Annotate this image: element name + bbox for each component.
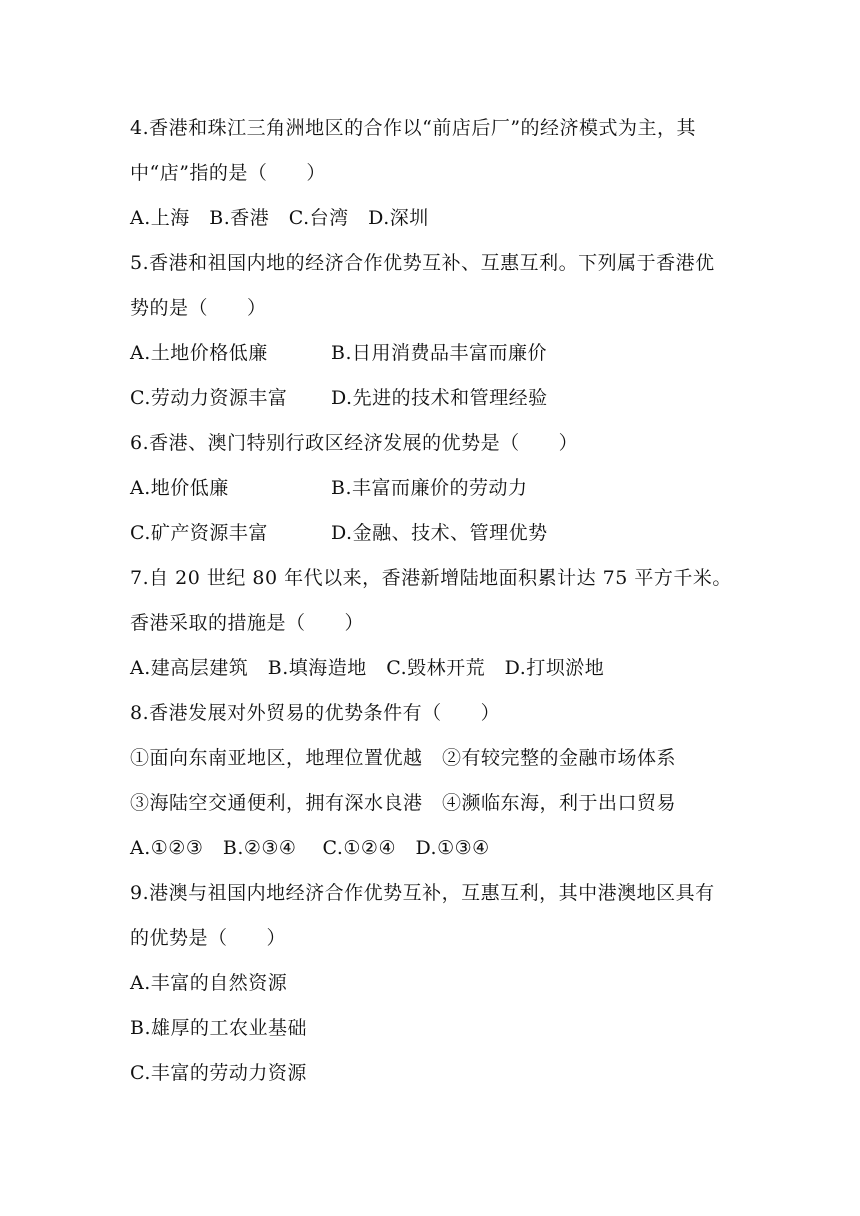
q8-options: A.①②③ B.②③④ C.①②④ D.①③④ xyxy=(130,837,490,859)
q5-option-b: B.日用消费品丰富而廉价 xyxy=(331,342,548,364)
q4-stem-line-1: 4.香港和珠江三角洲地区的合作以“前店后厂”的经济模式为主，其 xyxy=(130,117,697,139)
q8-stem-line-3: ③海陆空交通便利，拥有深水良港 ④濒临东海，利于出口贸易 xyxy=(130,792,677,814)
q6-option-c: C.矿产资源丰富 xyxy=(130,522,268,544)
q6-option-b: B.丰富而廉价的劳动力 xyxy=(331,477,528,499)
q5-stem-line-1: 5.香港和祖国内地的经济合作优势互补、互惠互利。下列属于香港优 xyxy=(130,252,715,274)
q5-option-a: A.土地价格低廉 xyxy=(130,342,268,364)
q7-options: A.建高层建筑 B.填海造地 C.毁林开荒 D.打坝淤地 xyxy=(130,657,605,679)
q6-stem-line-1: 6.香港、澳门特别行政区经济发展的优势是（ ） xyxy=(130,432,579,454)
q9-stem-line-1: 9.港澳与祖国内地经济合作优势互补，互惠互利，其中港澳地区具有 xyxy=(130,882,715,904)
q5-stem-line-2: 势的是（ ） xyxy=(130,297,267,319)
q6-option-a: A.地价低廉 xyxy=(130,477,229,499)
q9-option-a: A.丰富的自然资源 xyxy=(130,972,288,994)
q7-stem-line-2: 香港采取的措施是（ ） xyxy=(130,612,365,634)
q8-stem-line-1: 8.香港发展对外贸易的优势条件有（ ） xyxy=(130,702,501,724)
q8-stem-line-2: ①面向东南亚地区，地理位置优越 ②有较完整的金融市场体系 xyxy=(130,747,677,769)
q5-option-c: C.劳动力资源丰富 xyxy=(130,387,288,409)
q9-option-b: B.雄厚的工农业基础 xyxy=(130,1017,308,1039)
q5-option-d: D.先进的技术和管理经验 xyxy=(331,387,548,409)
q4-options: A.上海 B.香港 C.台湾 D.深圳 xyxy=(130,207,429,229)
q6-option-d: D.金融、技术、管理优势 xyxy=(331,522,548,544)
q9-stem-line-2: 的优势是（ ） xyxy=(130,927,287,949)
q9-option-c: C.丰富的劳动力资源 xyxy=(130,1062,307,1084)
q7-stem-line-1: 7.自 20 世纪 80 年代以来，香港新增陆地面积累计达 75 平方千米。 xyxy=(130,567,732,589)
q4-stem-line-2: 中“店”指的是（ ） xyxy=(130,162,326,184)
